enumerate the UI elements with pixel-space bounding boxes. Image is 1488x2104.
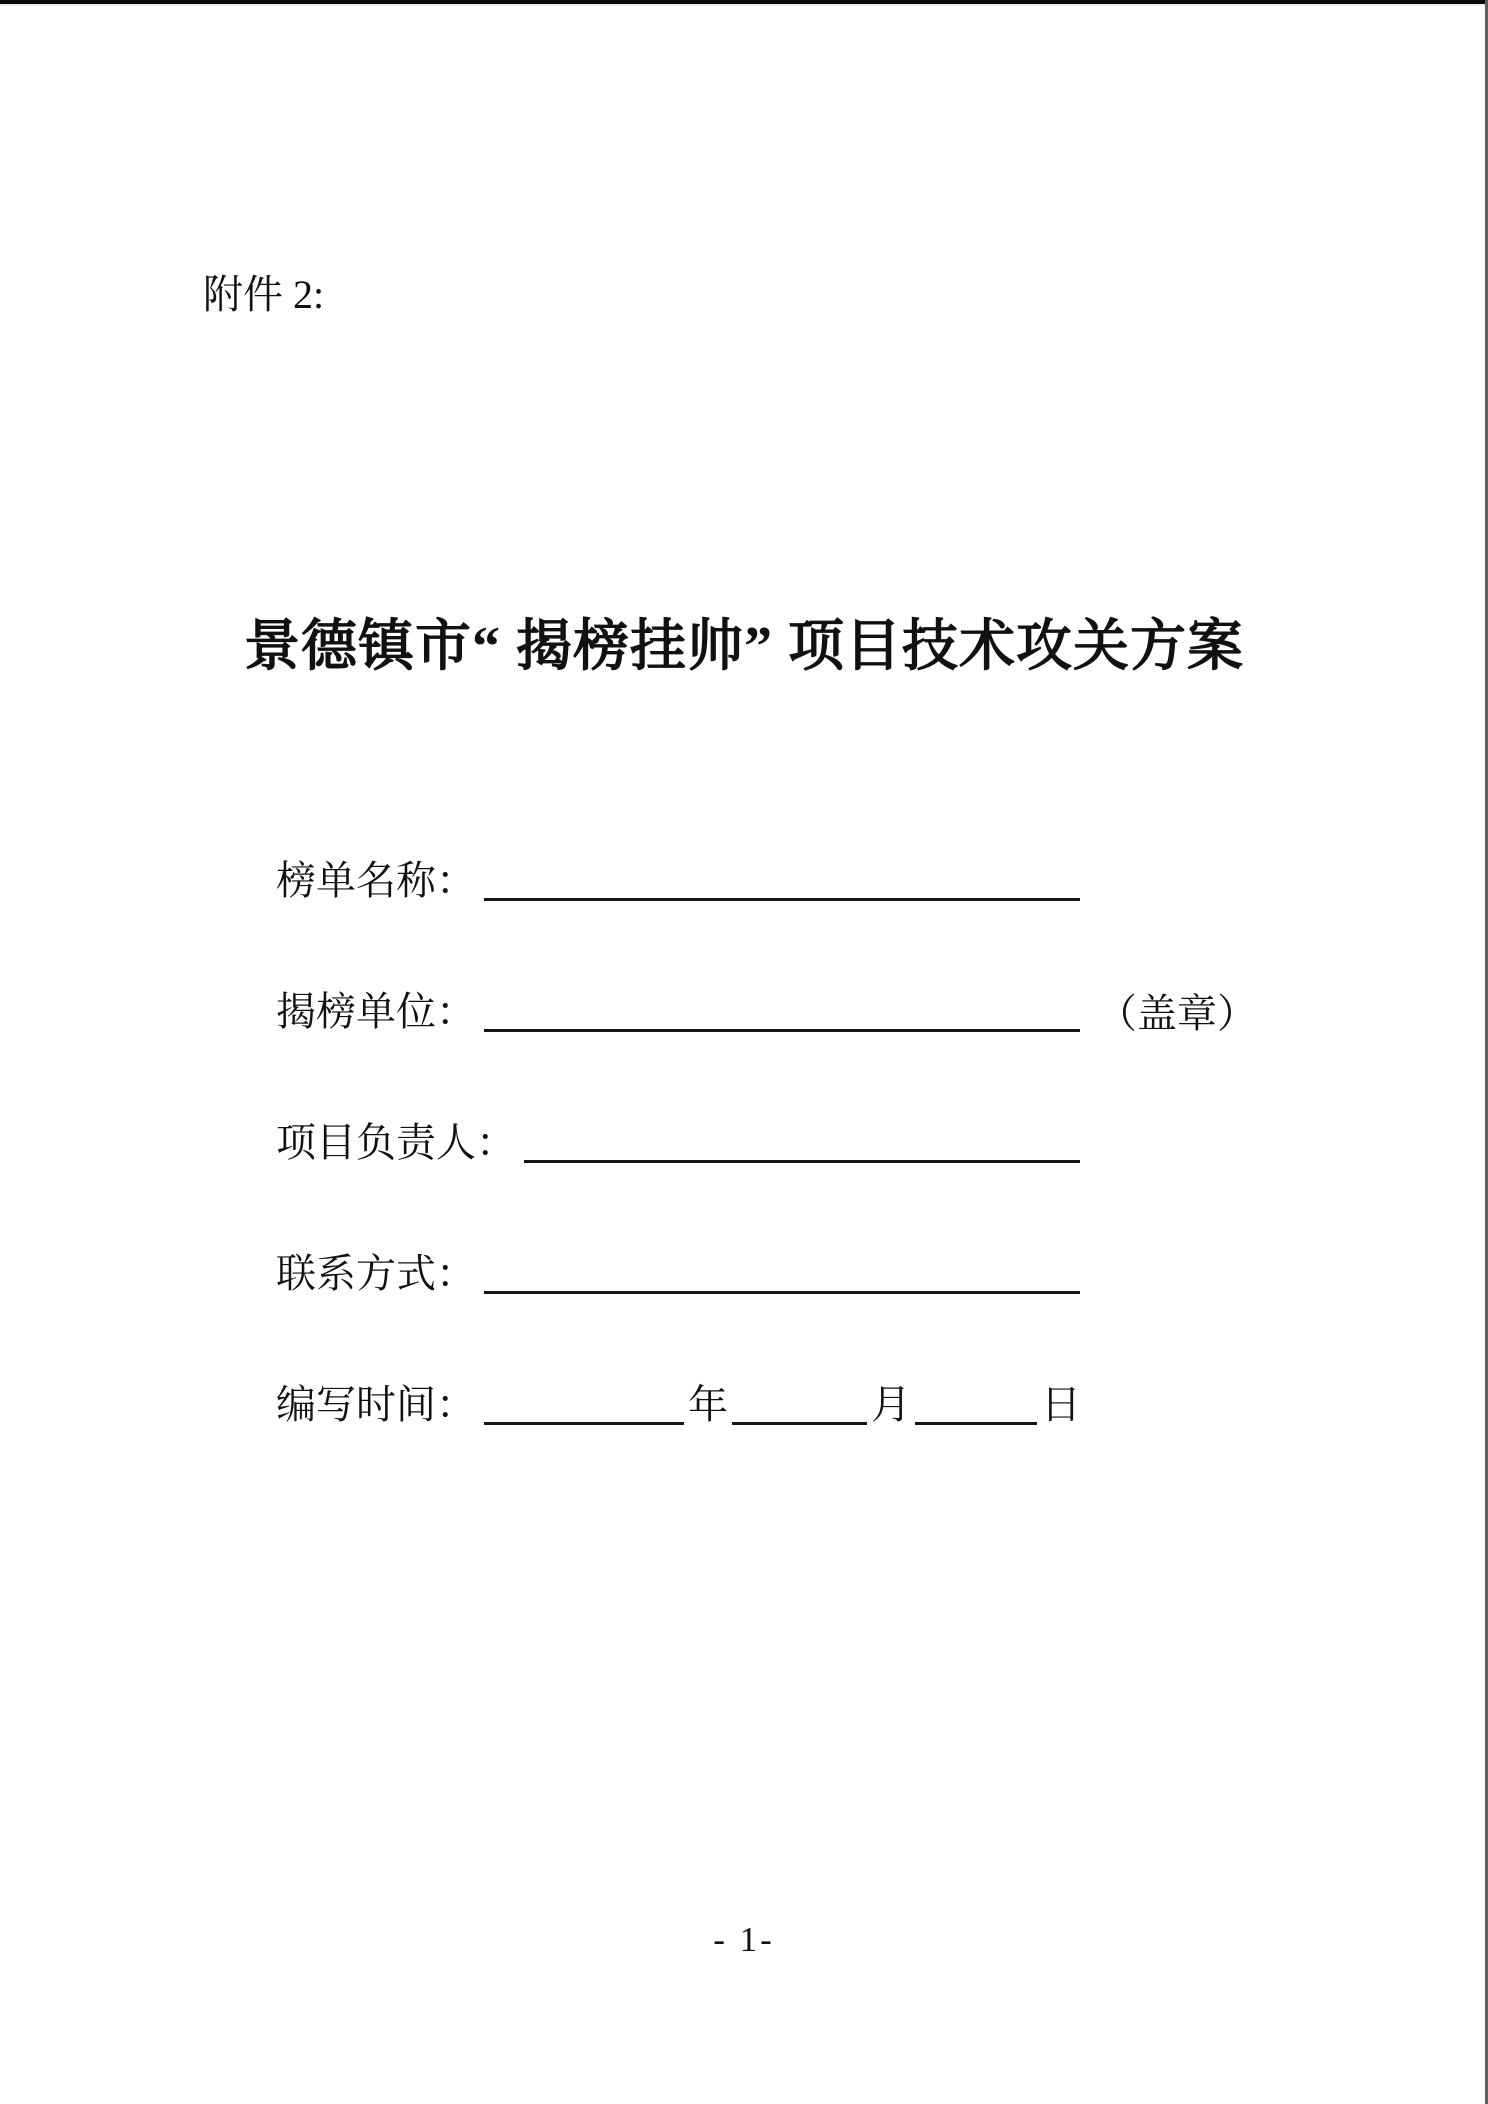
cover-form — [276, 858, 1257, 1428]
field-label-contact: 联系方式： — [276, 1251, 476, 1296]
date-month-label: 月 — [871, 1382, 911, 1427]
seal-note: （盖章） — [1097, 991, 1257, 1036]
field-label-unveiling-unit: 揭榜单位： — [276, 989, 476, 1034]
blank-line-month[interactable] — [732, 1387, 867, 1425]
document-title: 景德镇市“ 揭榜挂帅” 项目技术攻关方案 — [244, 616, 1244, 678]
blank-line-project-leader[interactable] — [524, 1125, 1080, 1163]
page-number: - 1- — [713, 1920, 775, 1959]
field-row-contact — [276, 1251, 1080, 1297]
date-day-label: 日 — [1041, 1382, 1081, 1427]
field-row-list-name — [276, 858, 1080, 904]
field-label-list-name: 榜单名称： — [276, 858, 476, 903]
attachment-label: 附件 2: — [203, 272, 325, 317]
field-row-date — [276, 1382, 1080, 1428]
field-row-unveiling-unit — [276, 989, 1257, 1036]
blank-line-year[interactable] — [484, 1387, 684, 1425]
blank-line-unveiling-unit[interactable] — [484, 994, 1080, 1032]
field-label-date: 编写时间： — [276, 1382, 476, 1427]
field-row-project-leader — [276, 1120, 1080, 1166]
field-label-project-leader: 项目负责人： — [276, 1120, 516, 1165]
blank-line-day[interactable] — [915, 1387, 1037, 1425]
date-year-label: 年 — [688, 1382, 728, 1427]
blank-line-list-name[interactable] — [484, 863, 1080, 901]
blank-line-contact[interactable] — [484, 1256, 1080, 1294]
window-top-edge-shadow — [0, 4, 1488, 6]
